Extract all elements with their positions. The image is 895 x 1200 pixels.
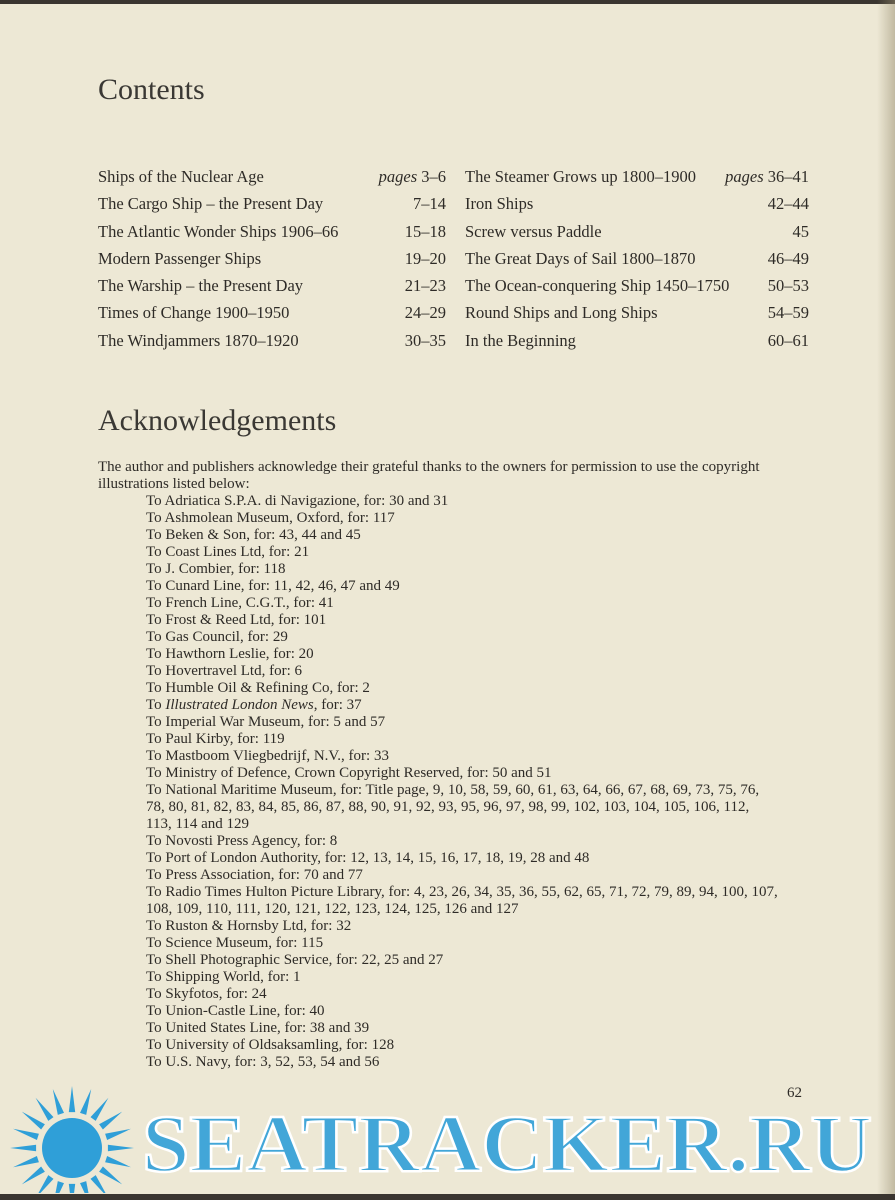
acknowledgement-item [146,714,778,731]
sun-ray [108,1145,134,1151]
acknowledgement-item [146,748,778,765]
toc-pages-range: 60–61 [767,330,809,350]
acknowledgement-text: To Ashmolean Museum, Oxford, for: 117 [146,510,395,526]
acknowledgement-item [146,986,778,1003]
acknowledgement-item [146,510,778,527]
acknowledgement-text: To Paul Kirby, for: 119 [146,731,285,747]
acknowledgement-item [146,969,778,986]
acknowledgement-item [146,867,778,884]
toc-entry-pages [768,303,809,323]
acknowledgement-item [146,1020,778,1037]
acknowledgement-text: To Gas Council, for: 29 [146,629,288,645]
toc-entry [98,222,446,249]
acknowledgements-body [98,459,778,1071]
toc-entry [465,194,809,221]
toc-entry [98,194,446,221]
acknowledgement-item [146,782,778,833]
toc-entry-pages [405,222,446,242]
acknowledgement-text: To Frost & Reed Ltd, for: 101 [146,612,327,628]
sun-logo-icon [10,1086,134,1193]
sun-ray [53,1089,64,1115]
toc-pages-range: 21–23 [404,276,446,296]
acknowledgement-item [146,612,778,629]
toc-entry [465,167,809,194]
toc-pages-range: 45 [792,221,809,241]
acknowledgement-item [146,1037,778,1054]
toc-entry-title: The Ocean-conquering Ship 1450–1750 [465,276,730,296]
acknowledgement-item [146,578,778,595]
acknowledgement-text: To Humble Oil & Refining Co, for: 2 [146,680,370,696]
acknowledgement-text: To Port of London Authority, for: 12, 13, 14, 15, 16, 17, 18, 19, 28 and 48 [146,850,590,866]
acknowledgement-text: To Shipping World, for: 1 [146,969,301,985]
toc-entry-pages [413,194,446,214]
toc-pages-range: 19–20 [404,248,446,268]
toc-entry [98,167,446,194]
acknowledgement-text: To Adriatica S.P.A. di Navigazione, for: 30 and 31 [146,493,449,509]
sun-ray [99,1112,122,1130]
sun-ray [13,1156,39,1167]
acknowledgement-item [146,680,778,697]
toc-pages-label: pages [725,167,764,186]
toc-entry-title: Ships of the Nuclear Age [98,167,264,186]
sun-ray [36,1175,54,1193]
acknowledgement-text: To U.S. Navy, for: 3, 52, 53, 54 and 56 [146,1054,380,1070]
toc-entry-pages [768,276,809,296]
contents-heading: Contents [98,73,205,106]
acknowledgement-text-suffix: , for: 37 [313,697,362,713]
acknowledgement-text: To Ministry of Defence, Crown Copyright Reserved, for: 50 and 51 [146,765,552,781]
toc-entry-title: The Windjammers 1870–1920 [98,330,299,350]
acknowledgement-text: To Cunard Line, for: 11, 42, 46, 47 and 49 [146,578,400,594]
acknowledgements-heading: Acknowledgements [98,404,337,437]
sun-ray [22,1112,45,1130]
toc-entry-pages [793,222,810,242]
toc-pages-range: 7–14 [413,194,446,214]
acknowledgement-item [146,629,778,646]
watermark-text: SEATRACKER.RU [142,1098,872,1189]
watermark [0,1068,895,1193]
toc-pages-range: 15–18 [404,221,446,241]
toc-entry [98,303,446,330]
sun-ray [22,1167,45,1185]
bottom-edge [0,1194,895,1200]
acknowledgement-text: To Imperial War Museum, for: 5 and 57 [146,714,386,730]
sun-ray [91,1098,109,1121]
acknowledgement-item [146,527,778,544]
toc-entry-title: The Atlantic Wonder Ships 1906–66 [98,221,339,241]
acknowledgement-text: To [146,697,166,713]
toc-entry [98,331,446,358]
top-edge [0,0,895,4]
page-shadow [877,0,895,1200]
acknowledgement-item [146,561,778,578]
acknowledgement-text: To United States Line, for: 38 and 39 [146,1020,370,1036]
toc-entry-pages [405,303,446,323]
acknowledgement-item [146,595,778,612]
acknowledgement-publication: Illustrated London News [165,697,314,713]
sun-ray [69,1086,75,1112]
toc-pages-range: 42–44 [767,194,809,214]
acknowledgement-item [146,646,778,663]
toc-entry [98,276,446,303]
toc-pages-range: 54–59 [767,303,809,323]
acknowledgement-item [146,850,778,867]
toc-entry-pages [405,331,446,351]
acknowledgement-item [146,1003,778,1020]
acknowledgement-item [146,731,778,748]
sun-ray [99,1167,122,1185]
sun-ray [105,1156,131,1167]
toc-entry [465,331,809,358]
acknowledgements-intro: The author and publishers acknowledge their grateful thanks to the owners for permission to use the copyright illustrations listed below: [98,459,760,492]
toc-entry [465,222,809,249]
acknowledgement-item [146,493,778,510]
toc-entry-pages [405,276,446,296]
acknowledgement-text: To Skyfotos, for: 24 [146,986,267,1002]
acknowledgement-text: To National Maritime Museum, for: Title page, 9, 10, 58, 59, 60, 61, 63, 64, 66, 67, 68, 69, 73, 75, 76, 78, 80, 81, 82, 83, 84, 85, 86, 87, 88, 90, 91, 92, 93, 95, 96, 97, 98, 99, 102, 103, 104, 105, 106, 112, 113, 114 and 129 [146,782,760,832]
toc-entry-pages [405,249,446,269]
acknowledgement-text: To Science Museum, for: 115 [146,935,324,951]
acknowledgement-text: To Ruston & Hornsby Ltd, for: 32 [146,918,352,934]
acknowledgement-text: To Hovertravel Ltd, for: 6 [146,663,302,679]
sun-ray [80,1089,91,1115]
acknowledgement-text: To University of Oldsaksamling, for: 128 [146,1037,395,1053]
toc-left-column [98,167,446,358]
acknowledgement-text: To Hawthorn Leslie, for: 20 [146,646,314,662]
sun-ray [10,1145,36,1151]
toc-entry-pages [768,249,809,269]
toc-entry-pages [768,194,809,214]
toc-entry-pages [725,167,809,187]
acknowledgements-list [98,493,778,1071]
toc-entry-title: Screw versus Paddle [465,221,602,241]
sun-ray [36,1098,54,1121]
toc-pages-range: 3–6 [421,167,446,186]
toc-pages-range: 46–49 [767,248,809,268]
toc-entry-title: In the Beginning [465,330,576,350]
acknowledgement-item [146,833,778,850]
sun-ray [80,1181,91,1193]
acknowledgement-item [146,952,778,969]
acknowledgement-text: To J. Combier, for: 118 [146,561,286,577]
toc-pages-range: 30–35 [404,330,446,350]
toc-entry [465,249,809,276]
sun-ray [105,1129,131,1140]
acknowledgement-item [146,663,778,680]
toc-entry [465,276,809,303]
toc-pages-label: pages [378,167,418,186]
acknowledgement-item [146,765,778,782]
toc-entry-title: Iron Ships [465,194,534,214]
toc-entry [98,249,446,276]
toc-pages-range: 50–53 [767,276,809,296]
acknowledgement-item [146,918,778,935]
acknowledgement-item [146,884,778,918]
acknowledgement-text: To Radio Times Hulton Picture Library, for: 4, 23, 26, 34, 35, 36, 55, 62, 65, 71, 72, 79, 89, 94, 100, 107, 108, 109, 110, 111, 120, 121, 122, 123, 124, 125, 126 and 127 [146,884,778,917]
acknowledgement-item [146,935,778,952]
toc-entry-title: The Steamer Grows up 1800–1900 [465,167,696,186]
toc-entry-pages [768,331,809,351]
toc-entry-title: The Warship – the Present Day [98,276,304,296]
acknowledgement-text: To Union-Castle Line, for: 40 [146,1003,325,1019]
sun-ray [69,1184,75,1193]
toc-entry-title: Round Ships and Long Ships [465,303,658,323]
acknowledgement-text: To Coast Lines Ltd, for: 21 [146,544,310,560]
toc-entry-title: The Great Days of Sail 1800–1870 [465,248,696,268]
page-number: 62 [787,1085,802,1101]
sun-ray [13,1129,39,1140]
toc-entry-title: Modern Passenger Ships [98,248,262,268]
acknowledgement-text: To Press Association, for: 70 and 77 [146,867,363,883]
toc-right-column [465,167,809,358]
acknowledgement-text: To Shell Photographic Service, for: 22, 25 and 27 [146,952,444,968]
toc-entry-pages [379,167,446,187]
toc-entry [465,303,809,330]
acknowledgement-item [146,544,778,561]
toc-entry-title: The Cargo Ship – the Present Day [98,194,324,214]
toc-pages-range: 24–29 [404,303,446,323]
acknowledgement-item [146,697,778,714]
toc-entry-title: Times of Change 1900–1950 [98,303,290,323]
toc-pages-range: 36–41 [767,167,809,186]
acknowledgement-text: To Mastboom Vliegbedrijf, N.V., for: 33 [146,748,389,764]
acknowledgement-text: To Beken & Son, for: 43, 44 and 45 [146,527,361,543]
acknowledgement-text: To French Line, C.G.T., for: 41 [146,595,334,611]
acknowledgement-text: To Novosti Press Agency, for: 8 [146,833,338,849]
sun-ray [91,1175,109,1193]
sun-ray [53,1181,64,1193]
